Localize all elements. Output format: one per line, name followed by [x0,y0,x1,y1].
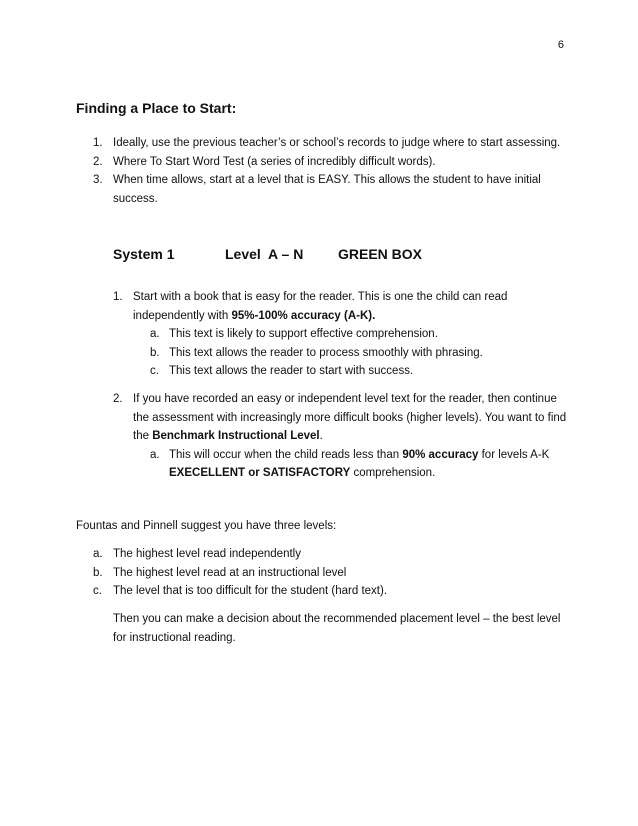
step-text [133,390,568,446]
list-item-text: The level that is too difficult for the student (hard text). [113,585,388,597]
list-marker: a. [93,548,103,560]
comprehension-rating-emphasis: EXECELLENT or SATISFACTORY [169,467,351,479]
step-two-sublist [150,446,569,483]
list-item-text: Where To Start Word Test (a series of incredibly difficult words). [113,155,436,168]
list-marker: 3. [93,174,103,186]
list-marker: a. [150,448,160,461]
list-item [93,134,573,153]
sub-text-plain: This will occur when the child reads less than [169,448,403,461]
step-marker: 1. [113,291,123,303]
page-number: 6 [557,39,564,51]
list-marker: b. [150,346,160,359]
levels-intro: Fountas and Pinnell suggest you have three levels: [76,520,337,532]
sub-text-end: comprehension. [350,467,436,479]
list-marker: c. [93,585,102,597]
accuracy-threshold-emphasis: 90% accuracy [402,448,479,461]
sub-text-mid: for levels A-K [478,448,550,461]
list-item-text: Ideally, use the previous teacher’s or school’s records to judge where to start assessing. [113,137,561,149]
list-item [150,325,569,344]
list-marker: b. [93,566,103,579]
levels-list [93,545,573,601]
list-item-text [169,449,549,480]
list-item [93,171,573,208]
list-item-text: The highest level read at an instructional level [113,566,347,579]
list-item-text: This text allows the reader to process smoothly with phrasing. [169,346,483,359]
list-marker: 1. [93,137,103,149]
list-marker: 2. [93,155,103,168]
step-text-end: . [319,430,323,442]
list-item [93,564,573,583]
list-item-text: This text is likely to support effective comprehension. [169,328,438,340]
list-item [93,153,573,172]
system-level: Level A – N [225,246,304,262]
list-item-text: The highest level read independently [113,548,301,560]
system-name: System 1 [113,246,175,262]
step-one [113,288,568,381]
step-marker: 2. [113,393,123,405]
step-text-plain: Start with a book that is easy for the reader. This is one the child can read independently with [133,291,508,322]
list-marker: a. [150,328,160,340]
closing-paragraph: Then you can make a decision about the recommended placement level – the best level for instructional reading. [113,613,561,644]
step-two [113,390,568,483]
list-item [93,545,573,564]
list-item [93,582,573,601]
section-heading: Finding a Place to Start: [76,100,237,116]
list-item-text: This text allows the reader to start with success. [169,365,414,377]
accuracy-emphasis: 95%-100% accuracy (A-K). [231,309,376,322]
starting-steps-list [93,134,573,208]
step-text-plain: If you have recorded an easy or independent level text for the reader, then continue the assessment with increasingly more difficult books (higher levels). You want to find the [133,393,567,442]
list-item [150,446,569,483]
step-one-sublist [150,325,569,381]
list-item [150,362,569,381]
list-item-text: When time allows, start at a level that is EASY. This allows the student to have initial success. [113,174,541,205]
system-box: GREEN BOX [338,246,423,262]
step-text [133,288,568,325]
list-item [150,344,569,363]
list-marker: c. [150,365,159,377]
benchmark-emphasis: Benchmark Instructional Level [152,430,320,442]
